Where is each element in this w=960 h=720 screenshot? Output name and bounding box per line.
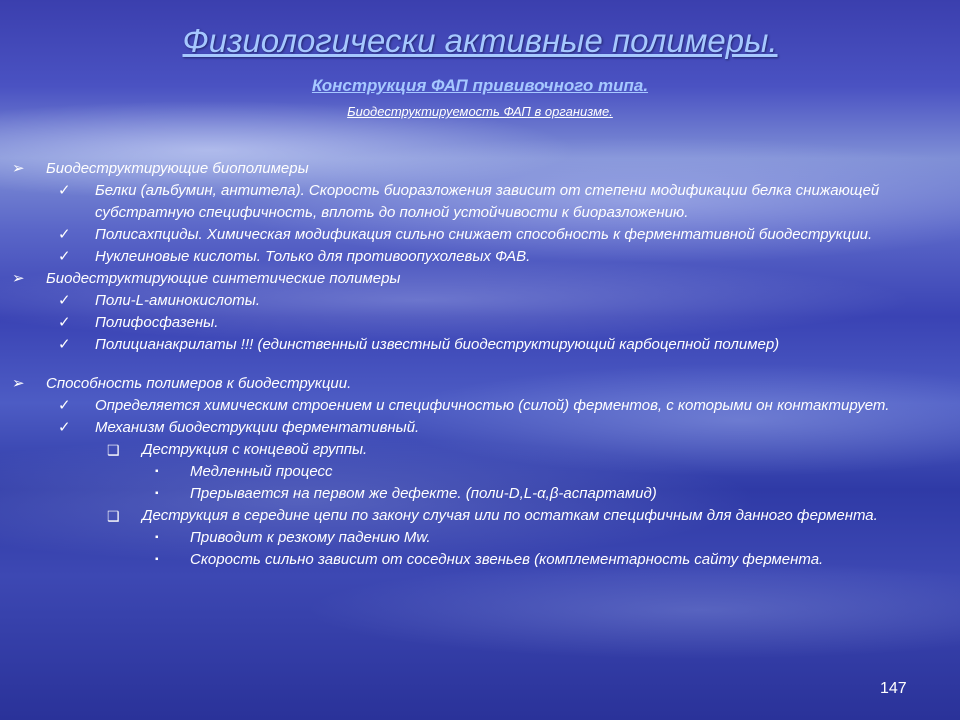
list-item: ▪ Медленный процесс xyxy=(0,461,960,483)
checkmark-icon: ✓ xyxy=(58,182,71,199)
arrow-bullet-icon: ➢ xyxy=(12,375,25,392)
spacer xyxy=(0,356,960,373)
small-square-bullet-icon: ▪ xyxy=(155,554,159,565)
slide-subtitle: Конструкция ФАП прививочного типа. xyxy=(311,76,649,95)
list-item: ✓ Полицианакрилаты !!! (единственный известный биодеструктирующий карбоцепной полимер) xyxy=(0,334,960,356)
list-item: ✓ Определяется химическим строением и специфичностью (силой) ферментов, с которыми он контактирует. xyxy=(0,395,960,417)
checkmark-icon: ✓ xyxy=(58,292,71,309)
square-bullet-icon: ❑ xyxy=(107,442,120,458)
checkmark-icon: ✓ xyxy=(58,226,71,243)
list-item: ❑ Деструкция с концевой группы. xyxy=(0,439,960,461)
list-item: ▪ Прерывается на первом же дефекте. (поли-D,L-α,β-аспартамид) xyxy=(0,483,960,505)
list-item: ❑ Деструкция в середине цепи по закону случая или по остаткам специфичным для данного фермента. xyxy=(0,505,960,527)
list-item: ➢ Биодеструктирующие синтетические полимеры xyxy=(0,268,960,290)
page-number: 147 xyxy=(880,680,907,697)
checkmark-icon: ✓ xyxy=(58,248,71,265)
checkmark-icon: ✓ xyxy=(58,419,71,436)
checkmark-icon: ✓ xyxy=(58,397,71,414)
checkmark-icon: ✓ xyxy=(58,336,71,353)
list-item: ▪ Скорость сильно зависит от соседних звеньев (комплементарность сайту фермента. xyxy=(0,549,960,571)
checkmark-icon: ✓ xyxy=(58,314,71,331)
small-square-bullet-icon: ▪ xyxy=(155,488,159,499)
list-item: ✓ Полифосфазены. xyxy=(0,312,960,334)
square-bullet-icon: ❑ xyxy=(107,508,120,524)
list-item: ✓ Полисахпциды. Химическая модификация сильно снижает способность к ферментативной биодеструкции. xyxy=(0,224,960,246)
slide-subsubtitle: Биодеструктируемость ФАП в организме. xyxy=(347,104,613,119)
list-item: ✓ Нуклеиновые кислоты. Только для противоопухолевых ФАВ. xyxy=(0,246,960,268)
arrow-bullet-icon: ➢ xyxy=(12,270,25,287)
small-square-bullet-icon: ▪ xyxy=(155,532,159,543)
list-item: ✓ Белки (альбумин, антитела). Скорость биоразложения зависит от степени модификации белка снижающей субстратную специфичность, вплоть до полной устойчивости к биоразложению. xyxy=(58,182,880,221)
list-item: ▪ Приводит к резкому падению Mw. xyxy=(0,527,960,549)
slide-title: Физиологически активные полимеры. xyxy=(182,22,778,59)
arrow-bullet-icon: ➢ xyxy=(12,160,25,177)
list-item: ✓ Поли-L-аминокислоты. xyxy=(0,290,960,312)
small-square-bullet-icon: ▪ xyxy=(155,466,159,477)
list-item: ➢ Способность полимеров к биодеструкции. xyxy=(0,373,960,395)
list-item: ➢ Биодеструктирующие биополимеры xyxy=(0,158,960,180)
bullet-list xyxy=(0,158,960,571)
list-item: ✓ Механизм биодеструкции ферментативный. xyxy=(0,417,960,439)
